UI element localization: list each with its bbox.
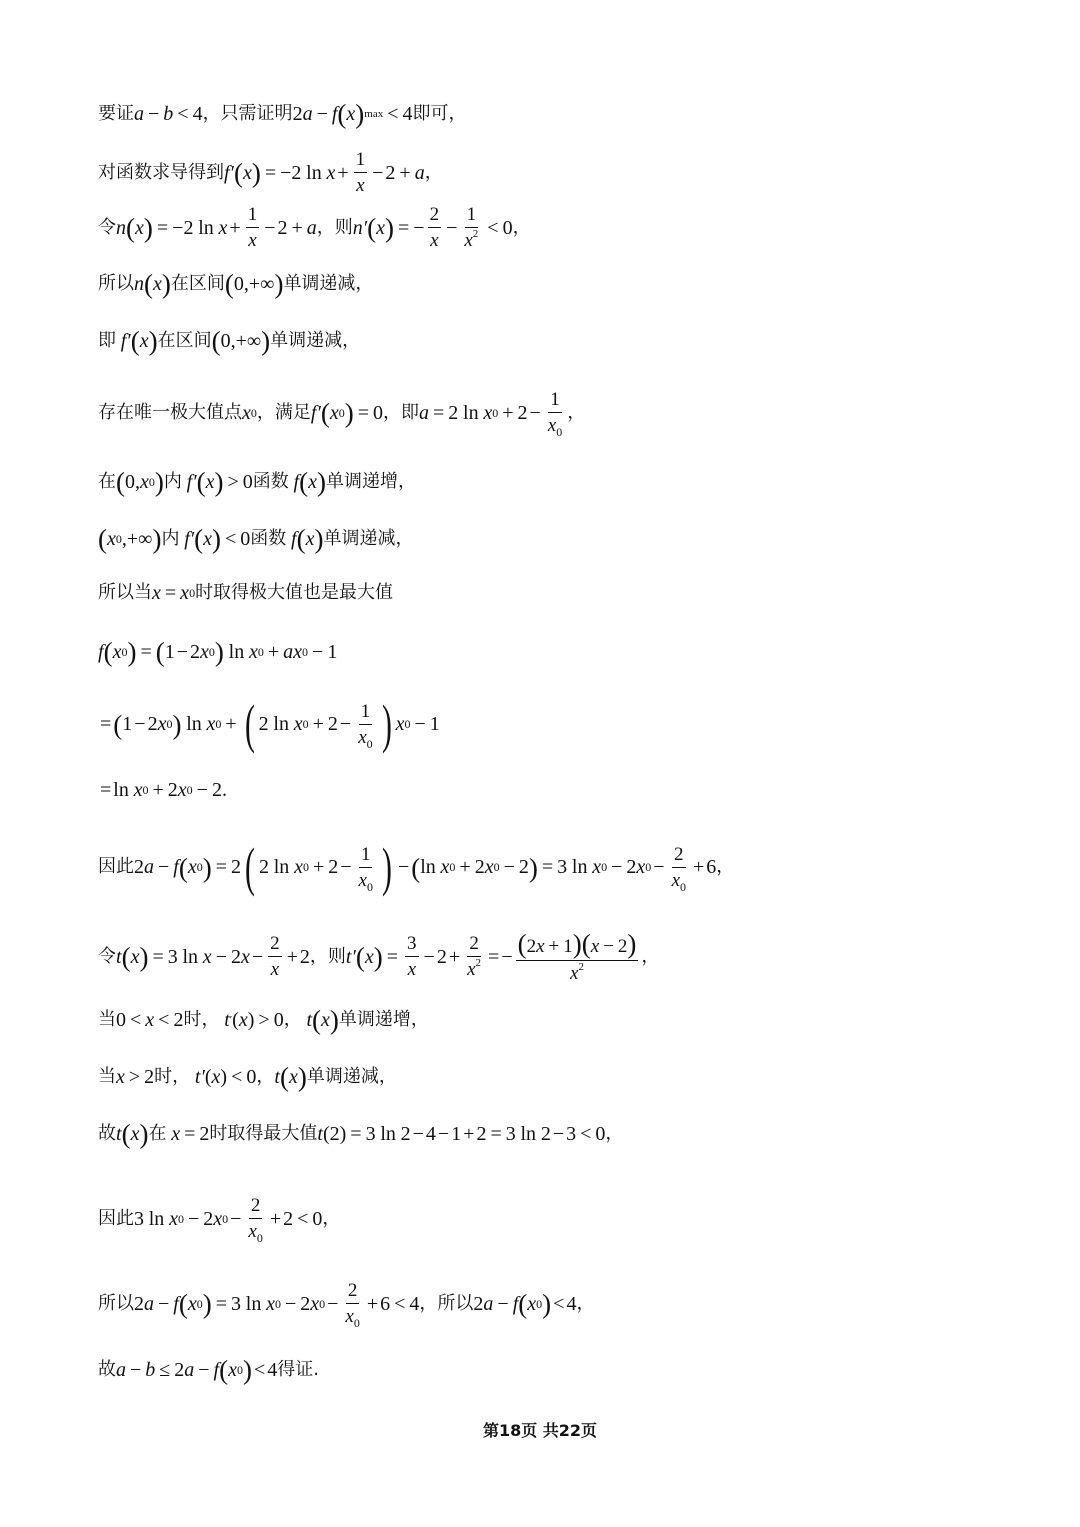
fraction: $\frac{2}{x_0}$ <box>671 843 686 894</box>
fraction: $\frac{1}{x_0}$ <box>358 700 373 751</box>
proof-line-20: 故 a − b ≤ 2 a − f ( x 0 ) < 4 得证. <box>98 1355 320 1385</box>
fraction: $\frac{2}{x^2}$ <box>467 933 482 980</box>
proof-line-1: 要证 a − b < 4 ，只需证明 2 a − f ( x ) max < 4 即可， <box>98 99 467 129</box>
proof-line-13: 因此 2 a − f ( x 0 ) = 2 ( 2 ln x 0 + 2 − $\frac{1}{x_0}$ ) − ( ln x 0 + 2 x 0 − 2 ) = 3 ln x 0 − 2 x 0 − $\frac{2}{x_0}$ + 6 ， <box>98 837 735 897</box>
proof-line-8: ( x 0 , +∞ ) 内 f′ ( x ) < 0 函数 f ( x ) 单调递减， <box>98 524 414 554</box>
proof-line-12: = ln x 0 + 2 x 0 − 2 . <box>100 779 227 801</box>
proof-line-14: 令 t ( x ) = 3 ln x − 2 x − $\frac{2}{x}$ + 2 ，则 t′ ( x ) = $\frac{3}{x}$ − 2 + $\frac{2}{x^2}$ = − $\frac{(2x + 1)(x - 2)}{x^2}$ ， <box>98 929 660 984</box>
proof-line-7: 在 ( 0, x 0 ) 内 f′ ( x ) > 0 函数 f ( x ) 单调递增， <box>98 467 416 497</box>
proof-line-6: 存在唯一极大值点 x 0 ，满足 f′ ( x 0 ) = 0 ，即 a = 2 ln x 0 + 2 − $\frac{1}{x_0}$ ， <box>98 389 586 439</box>
proof-line-15: 当 0 < x < 2 时， t ′ ( x ) > 0 ， t ( x ) 单调递增， <box>98 1005 429 1035</box>
fraction: $\frac{1}{x^2}$ <box>464 204 479 251</box>
proof-line-4: 所以 n ( x ) 在区间 ( 0, +∞ ) 单调递减， <box>98 269 374 299</box>
proof-line-2: 对函数求导得到 f′ ( x ) = − 2 ln x + $\frac{1}{x}$ − 2 + a ， <box>98 149 443 196</box>
proof-line-9: 所以当 x = x 0 时取得极大值也是最大值 <box>98 582 394 604</box>
fraction: $\frac{1}{x_0}$ <box>547 389 563 439</box>
fraction: $\frac{1}{x_0}$ <box>358 843 373 894</box>
fraction: $\frac{2}{x}$ <box>429 204 440 251</box>
fraction: $\frac{1}{x}$ <box>247 204 258 251</box>
proof-line-10: f ( x 0 ) = ( 1 − 2 x 0 ) ln x 0 + a x 0 − 1 <box>98 637 338 667</box>
proof-line-18: 因此 3 ln x 0 − 2 x 0 − $\frac{2}{x_0}$ + 2 < 0 ， <box>98 1195 341 1245</box>
proof-line-17: 故 t ( x ) 在 x = 2 时取得最大值 t ( 2 ) = 3 ln 2 − 4 − 1 + 2 = 3 ln 2 − 3 < 0 ， <box>98 1119 624 1149</box>
fraction: $\frac{3}{x}$ <box>407 933 417 980</box>
fraction: $\frac{(2x + 1)(x - 2)}{x^2}$ <box>517 929 637 984</box>
proof-line-19: 所以 2 a − f ( x 0 ) = 3 ln x 0 − 2 x 0 − $\frac{2}{x_0}$ + 6 < 4 ，所以 2 a − f ( x 0 ) < 4 ， <box>98 1280 595 1330</box>
fraction: $\frac{2}{x}$ <box>270 933 280 980</box>
proof-line-3: 令 n ( x ) = − 2 ln x + $\frac{1}{x}$ − 2 + a ，则 n′ ( x ) = − $\frac{2}{x}$ − $\frac{1}{x^2}$ < 0 ， <box>98 204 531 251</box>
proof-line-16: 当 x > 2 时， t′ ( x ) < 0 ， t ( x ) 单调递减， <box>98 1062 397 1092</box>
proof-line-11: = ( 1 − 2 x 0 ) ln x 0 + ( 2 ln x 0 + 2 − $\frac{1}{x_0}$ ) x 0 − 1 <box>100 694 440 754</box>
fraction: $\frac{2}{x_0}$ <box>345 1280 360 1330</box>
proof-line-5: 即 f′ ( x ) 在区间 ( 0, +∞ ) 单调递减， <box>98 326 361 356</box>
fraction: $\frac{1}{x}$ <box>355 149 366 196</box>
page-number: 第18页 共22页 <box>482 1421 598 1440</box>
fraction: $\frac{2}{x_0}$ <box>248 1195 263 1245</box>
